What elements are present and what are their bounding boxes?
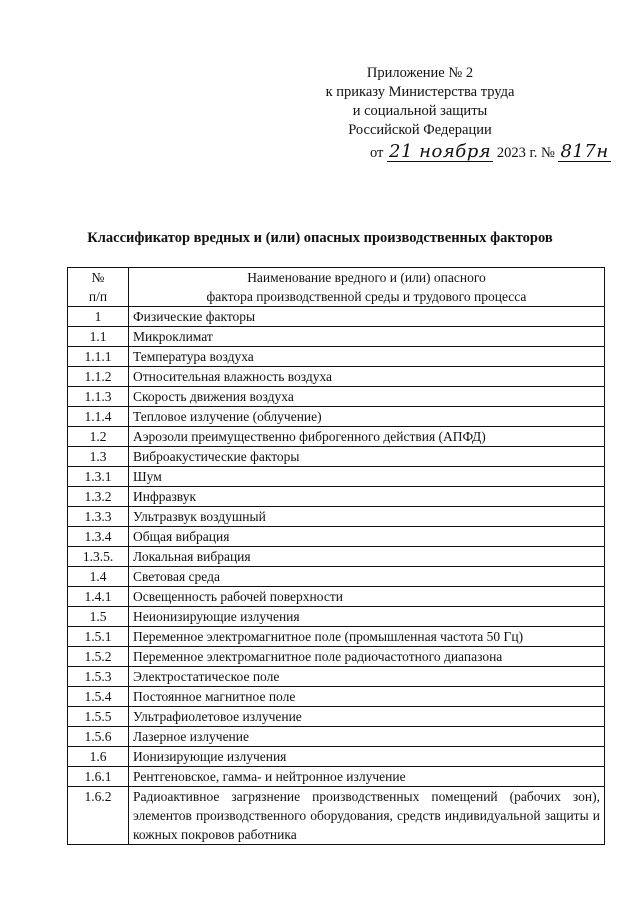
- row-number: 1.1.2: [68, 367, 129, 387]
- header-name-line2: фактора производственной среды и трудового процесса: [206, 289, 527, 304]
- row-number: 1.4: [68, 567, 129, 587]
- row-number: 1: [68, 307, 129, 327]
- row-factor-name: Электростатическое поле: [129, 667, 605, 687]
- row-factor-name: Лазерное излучение: [129, 727, 605, 747]
- row-factor-name: Постоянное магнитное поле: [129, 687, 605, 707]
- row-number: 1.5.1: [68, 627, 129, 647]
- row-number: 1.3.5.: [68, 547, 129, 567]
- row-number: 1.5.3: [68, 667, 129, 687]
- row-factor-name: Скорость движения воздуха: [129, 387, 605, 407]
- table-row: [68, 407, 605, 427]
- row-factor-name: Инфразвук: [129, 487, 605, 507]
- row-number: 1.5.5: [68, 707, 129, 727]
- order-dateline: [370, 141, 611, 162]
- row-number: 1.6: [68, 747, 129, 767]
- row-number: 1.5.6: [68, 727, 129, 747]
- row-number: 1.5.4: [68, 687, 129, 707]
- row-number: 1.1.4: [68, 407, 129, 427]
- row-number: 1.1: [68, 327, 129, 347]
- table-row: [68, 747, 605, 767]
- ministry-name-cont: и социальной защиты: [352, 103, 488, 119]
- table-row: [68, 487, 605, 507]
- handwritten-number: 817н: [560, 141, 609, 162]
- row-factor-name: Освещенность рабочей поверхности: [129, 587, 605, 607]
- row-factor-name: Локальная вибрация: [129, 547, 605, 567]
- row-factor-name: Физические факторы: [129, 307, 605, 327]
- table-row: [68, 607, 605, 627]
- row-factor-name: Виброакустические факторы: [129, 447, 605, 467]
- row-factor-name: Радиоактивное загрязнение производственных помещений (рабочих зон), элементов производственного оборудования, средств индивидуальной защиты и кожных покровов работника: [129, 787, 605, 845]
- row-factor-name: Рентгеновское, гамма- и нейтронное излучение: [129, 767, 605, 787]
- row-number: 1.3: [68, 447, 129, 467]
- country-name: Российской Федерации: [348, 122, 492, 138]
- row-factor-name: Переменное электромагнитное поле радиочастотного диапазона: [129, 647, 605, 667]
- row-number: 1.5: [68, 607, 129, 627]
- row-factor-name: Световая среда: [129, 567, 605, 587]
- row-number: 1.3.2: [68, 487, 129, 507]
- row-number: 1.4.1: [68, 587, 129, 607]
- table-row: [68, 707, 605, 727]
- table-row: [68, 387, 605, 407]
- row-factor-name: Неионизирующие излучения: [129, 607, 605, 627]
- row-number: 1.3.3: [68, 507, 129, 527]
- row-number: 1.1.1: [68, 347, 129, 367]
- order-year: 2023 г. №: [496, 145, 555, 161]
- header-num-line1: №: [91, 270, 105, 285]
- table-row: [68, 727, 605, 747]
- order-reference: к приказу Министерства труда: [325, 84, 515, 100]
- row-factor-name: Микроклимат: [129, 327, 605, 347]
- date-prefix: от: [370, 145, 384, 161]
- handwritten-number-field: [558, 141, 610, 162]
- row-factor-name: Ультразвук воздушный: [129, 507, 605, 527]
- table-row: [68, 447, 605, 467]
- handwritten-date-field: [387, 141, 493, 162]
- table-row: [68, 527, 605, 547]
- column-header-name: [129, 268, 605, 307]
- table-row: [68, 467, 605, 487]
- row-factor-name: Относительная влажность воздуха: [129, 367, 605, 387]
- table-header-row: [68, 268, 605, 307]
- row-factor-name: Тепловое излучение (облучение): [129, 407, 605, 427]
- table-row: [68, 667, 605, 687]
- factors-table: [67, 267, 605, 845]
- header-name-line1: Наименование вредного и (или) опасного: [247, 270, 486, 285]
- table-row: [68, 307, 605, 327]
- row-factor-name: Общая вибрация: [129, 527, 605, 547]
- table-row: [68, 547, 605, 567]
- appendix-number: Приложение № 2: [366, 65, 474, 81]
- row-factor-name: Шум: [129, 467, 605, 487]
- table-row: [68, 347, 605, 367]
- table-row: [68, 647, 605, 667]
- row-number: 1.6.1: [68, 767, 129, 787]
- table-row: [68, 567, 605, 587]
- table-body: [68, 307, 605, 845]
- table-row: [68, 587, 605, 607]
- row-number: 1.5.2: [68, 647, 129, 667]
- table-row: [68, 507, 605, 527]
- row-factor-name: Температура воздуха: [129, 347, 605, 367]
- handwritten-date: 21 ноября: [389, 141, 492, 162]
- row-factor-name: Переменное электромагнитное поле (промышленная частота 50 Гц): [129, 627, 605, 647]
- row-factor-name: Ионизирующие излучения: [129, 747, 605, 767]
- table-row: [68, 327, 605, 347]
- row-number: 1.2: [68, 427, 129, 447]
- header-num-line2: п/п: [88, 289, 108, 304]
- row-factor-name: Ультрафиолетовое излучение: [129, 707, 605, 727]
- appendix-header: [290, 64, 550, 140]
- row-number: 1.3.1: [68, 467, 129, 487]
- document-title: Классификатор вредных и (или) опасных производственных факторов: [87, 230, 553, 246]
- row-number: 1.3.4: [68, 527, 129, 547]
- table-row: [68, 687, 605, 707]
- row-number: 1.6.2: [68, 787, 129, 845]
- table-row: [68, 787, 605, 845]
- column-header-number: [68, 268, 129, 307]
- row-number: 1.1.3: [68, 387, 129, 407]
- table-row: [68, 427, 605, 447]
- table-row: [68, 367, 605, 387]
- table-row: [68, 767, 605, 787]
- table-row: [68, 627, 605, 647]
- row-factor-name: Аэрозоли преимущественно фиброгенного действия (АПФД): [129, 427, 605, 447]
